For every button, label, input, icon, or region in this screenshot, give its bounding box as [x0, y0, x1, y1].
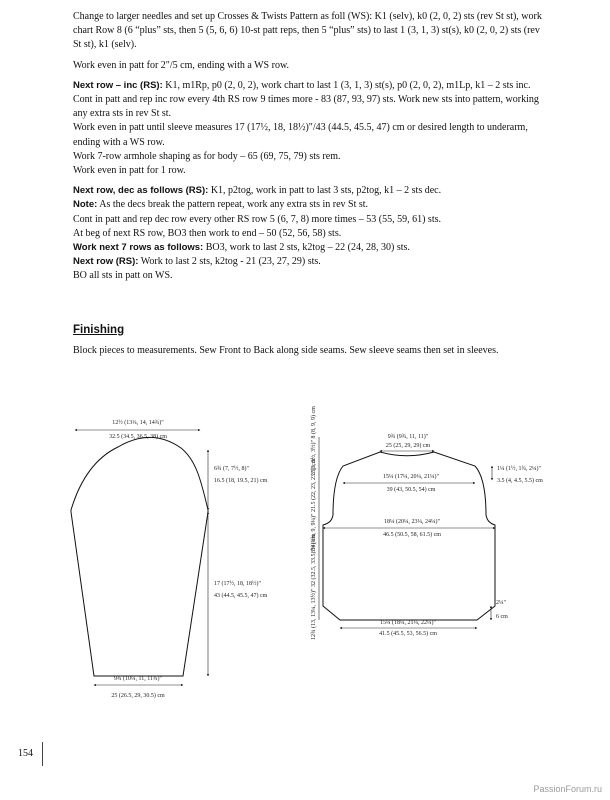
- sleeve-cap-height-in: 6¾ (7, 7½, 8)": [214, 466, 249, 472]
- instruction-setup: Change to larger needles and set up Crosses & Twists Pattern as foll (WS): K1 (selv), k0 (2, 0, 2) sts (rev St st), work chart Row 8 (6 “plus” sts, then 5 (5, 6, 6) 10-st patt reps, then 5 “plus” sts) to last 1 (3, 1, 3) st(s), k0 (2, 0, 2) sts (rev St st), k1 (selv).: [73, 11, 542, 51]
- instruction-inc-row: Next row – inc (RS): K1, m1Rp, p0 (2, 0, 2), work chart to last 1 (3, 1, 3) st(s), p0 (2, 0, 2), m1Lp, k1 – 2 sts inc.: [73, 79, 531, 91]
- instruction-label: Note:: [73, 199, 98, 211]
- finishing-text: Block pieces to measurements. Sew Front to Back along side seams. Sew sleeve seams then set in sleeves.: [73, 345, 499, 356]
- sleeve-top-width-cm: 32.5 (34.5, 36.5, 38) cm: [109, 434, 167, 440]
- finishing-title: Finishing: [73, 324, 125, 336]
- instruction-sleeve-length: Work even in patt until sleeve measures 17 (17½, 18, 18½)"/43 (44.5, 45.5, 47) cm or desired length to underarm, ending with a WS row.: [73, 122, 528, 148]
- sleeve-length-in: 17 (17½, 18, 18½)": [214, 581, 261, 587]
- hem-height-in: 2¼": [496, 600, 506, 606]
- hem-width-in: 15¼ (18¼, 21¼, 22¼)": [380, 620, 436, 626]
- shoulder-width-cm: 39 (43, 50.5, 54) cm: [386, 487, 436, 493]
- sleeve-cap-height-cm: 16.5 (18, 19.5, 21) cm: [214, 478, 268, 484]
- armhole-depth-label: 8½ (8¾, 9, 9¼)" 21.5 (22, 23, 23.5) cm: [311, 458, 317, 553]
- instruction-next-7-rows: Work next 7 rows as follows: BO3, work to last 2 sts, k2tog – 22 (24, 28, 30) sts.: [73, 242, 410, 254]
- hem-width-cm: 41.5 (45.5, 53, 56.5) cm: [379, 631, 437, 637]
- neck-width-cm: 25 (25, 29, 29) cm: [385, 443, 431, 449]
- sleeve-cuff-width-cm: 25 (26.5, 29, 30.5) cm: [111, 693, 165, 699]
- instruction-dec-row: Next row, dec as follows (RS): K1, p2tog, work in patt to last 3 sts, p2tog, k1 – 2 sts dec.: [73, 185, 442, 197]
- chest-width-in: 18¼ (20¼, 23¼, 24¼)": [384, 519, 440, 525]
- sleeve-length-cm: 43 (44.5, 45.5, 47) cm: [214, 593, 268, 599]
- instruction-label: Work next 7 rows as follows:: [73, 242, 204, 254]
- instruction-even-row: Work even in patt for 1 row.: [73, 165, 186, 177]
- instruction-bind-off: BO all sts in patt on WS.: [73, 270, 173, 282]
- instruction-armhole: Work 7-row armhole shaping as for body – 65 (69, 75, 79) sts rem.: [73, 150, 341, 162]
- page-number-divider: [42, 742, 43, 766]
- sleeve-top-width-in: 12½ (13¼, 14, 14¾)": [112, 420, 164, 426]
- instruction-rep-dec: Cont in patt and rep dec row every other RS row 5 (6, 7, 8) more times – 53 (55, 59, 61) sts.: [73, 213, 441, 225]
- instruction-label: Next row, dec as follows (RS):: [73, 185, 209, 197]
- shoulder-slope-cm: 3.5 (4, 4.5, 5.5) cm: [497, 478, 543, 484]
- instruction-label: Next row – inc (RS):: [73, 79, 163, 91]
- instruction-note: Note: As the decs break the pattern repeat, work any extra sts in rev St st.: [73, 199, 369, 211]
- shoulder-width-in: 15¼ (17¼, 20¼, 21¼)": [383, 474, 439, 480]
- instruction-next-row: Next row (RS): Work to last 2 sts, k2tog - 21 (23, 27, 29) sts.: [73, 256, 321, 268]
- instruction-rep-inc: Cont in patt and rep inc row every 4th RS row 9 times more - 83 (87, 93, 97) sts. Work new sts into pattern, working any extra sts in rev St st.: [73, 94, 539, 120]
- neck-width-in: 9¾ (9¾, 11, 11)": [387, 434, 429, 440]
- page-number: 154: [18, 748, 33, 759]
- neck-depth-label: 3 (3, 3½, 3½)" 8 (8, 9, 9) cm: [311, 406, 317, 475]
- instruction-work-even: Work even in patt for 2"/5 cm, ending with a WS row.: [73, 59, 290, 71]
- sleeve-schematic: [71, 419, 268, 699]
- shoulder-slope-in: 1¼ (1½, 1¾, 2¼)": [497, 466, 541, 472]
- instruction-label: Next row (RS):: [73, 256, 139, 268]
- hem-height-cm: 6 cm: [496, 614, 508, 620]
- sleeve-outline: [71, 437, 208, 676]
- sleeve-cuff-width-in: 9¾ (10¼, 11, 11¾)": [114, 676, 162, 682]
- side-length-label: 12¾ (13, 13¼, 13½)" 32 (32.5, 33.5, 34) cm: [311, 533, 317, 640]
- chest-width-cm: 46.5 (50.5, 58, 61.5) cm: [383, 532, 441, 538]
- watermark: PassionForum.ru: [533, 784, 602, 794]
- instruction-bo3: At beg of next RS row, BO3 then work to end – 50 (52, 56, 58) sts.: [73, 227, 342, 239]
- body-schematic: [310, 406, 543, 640]
